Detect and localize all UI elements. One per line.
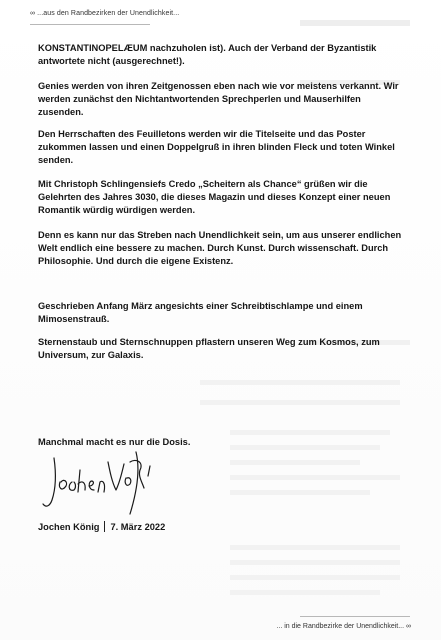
running-header: ∞ ...aus den Randbezirken der Unendlichkeit... xyxy=(30,10,180,17)
paragraph-6: Geschrieben Anfang März angesichts einer Schreibtischlampe und einem Mimosenstrauß. xyxy=(38,301,363,325)
paragraph-5: Denn es kann nur das Streben nach Unendlichkeit sein, um aus unserer endlichen Welt endlich eine bessere zu machen. Durch Kunst. Durch wissenschaft. Durch Philosophie. Und durch die eigene Existenz. xyxy=(38,230,402,267)
author-name: Jochen König xyxy=(38,522,100,532)
signature-line xyxy=(38,521,165,534)
paragraph-4: Mit Christoph Schlingensiefs Credo „Scheitern als Chance“ grüßen wir die Gelehrten des Jahres 3030, die dieses Magazin und dieses Konzept einer neuen Romantik würdig würdigen werden. xyxy=(38,179,391,216)
separator-bar xyxy=(104,521,105,532)
signature-date: 7. März 2022 xyxy=(110,522,166,532)
handwritten-signature xyxy=(40,448,160,518)
footer-rule xyxy=(300,616,410,617)
closing-line: Manchmal macht es nur die Dosis. xyxy=(38,437,191,447)
paragraph-3: Den Herrschaften des Feuilletons werden wir die Titelseite und das Poster zukommen lassen und einen Doppelgruß in ihren blinden Fleck und toten Winkel senden. xyxy=(38,129,395,166)
paragraph-7: Sternenstaub und Sternschnuppen pflastern unseren Weg zum Kosmos, zum Universum, zur Galaxis. xyxy=(38,337,380,361)
paragraph-2: Genies werden von ihren Zeitgenossen eben nach wie vor meistens verkannt. Wir werden zunächst den Nichtantwortenden Sprechperlen und Mauserhilfen zusenden. xyxy=(38,81,399,118)
header-rule xyxy=(30,24,150,25)
running-footer: ... in die Randbezirke der Unendlichkeit... ∞ xyxy=(276,623,411,630)
paragraph-1: KONSTANTINOPELÆUM nachzuholen ist). Auch der Verband der Byzantistik antwortete nicht (ausgerechnet!). xyxy=(38,43,377,67)
